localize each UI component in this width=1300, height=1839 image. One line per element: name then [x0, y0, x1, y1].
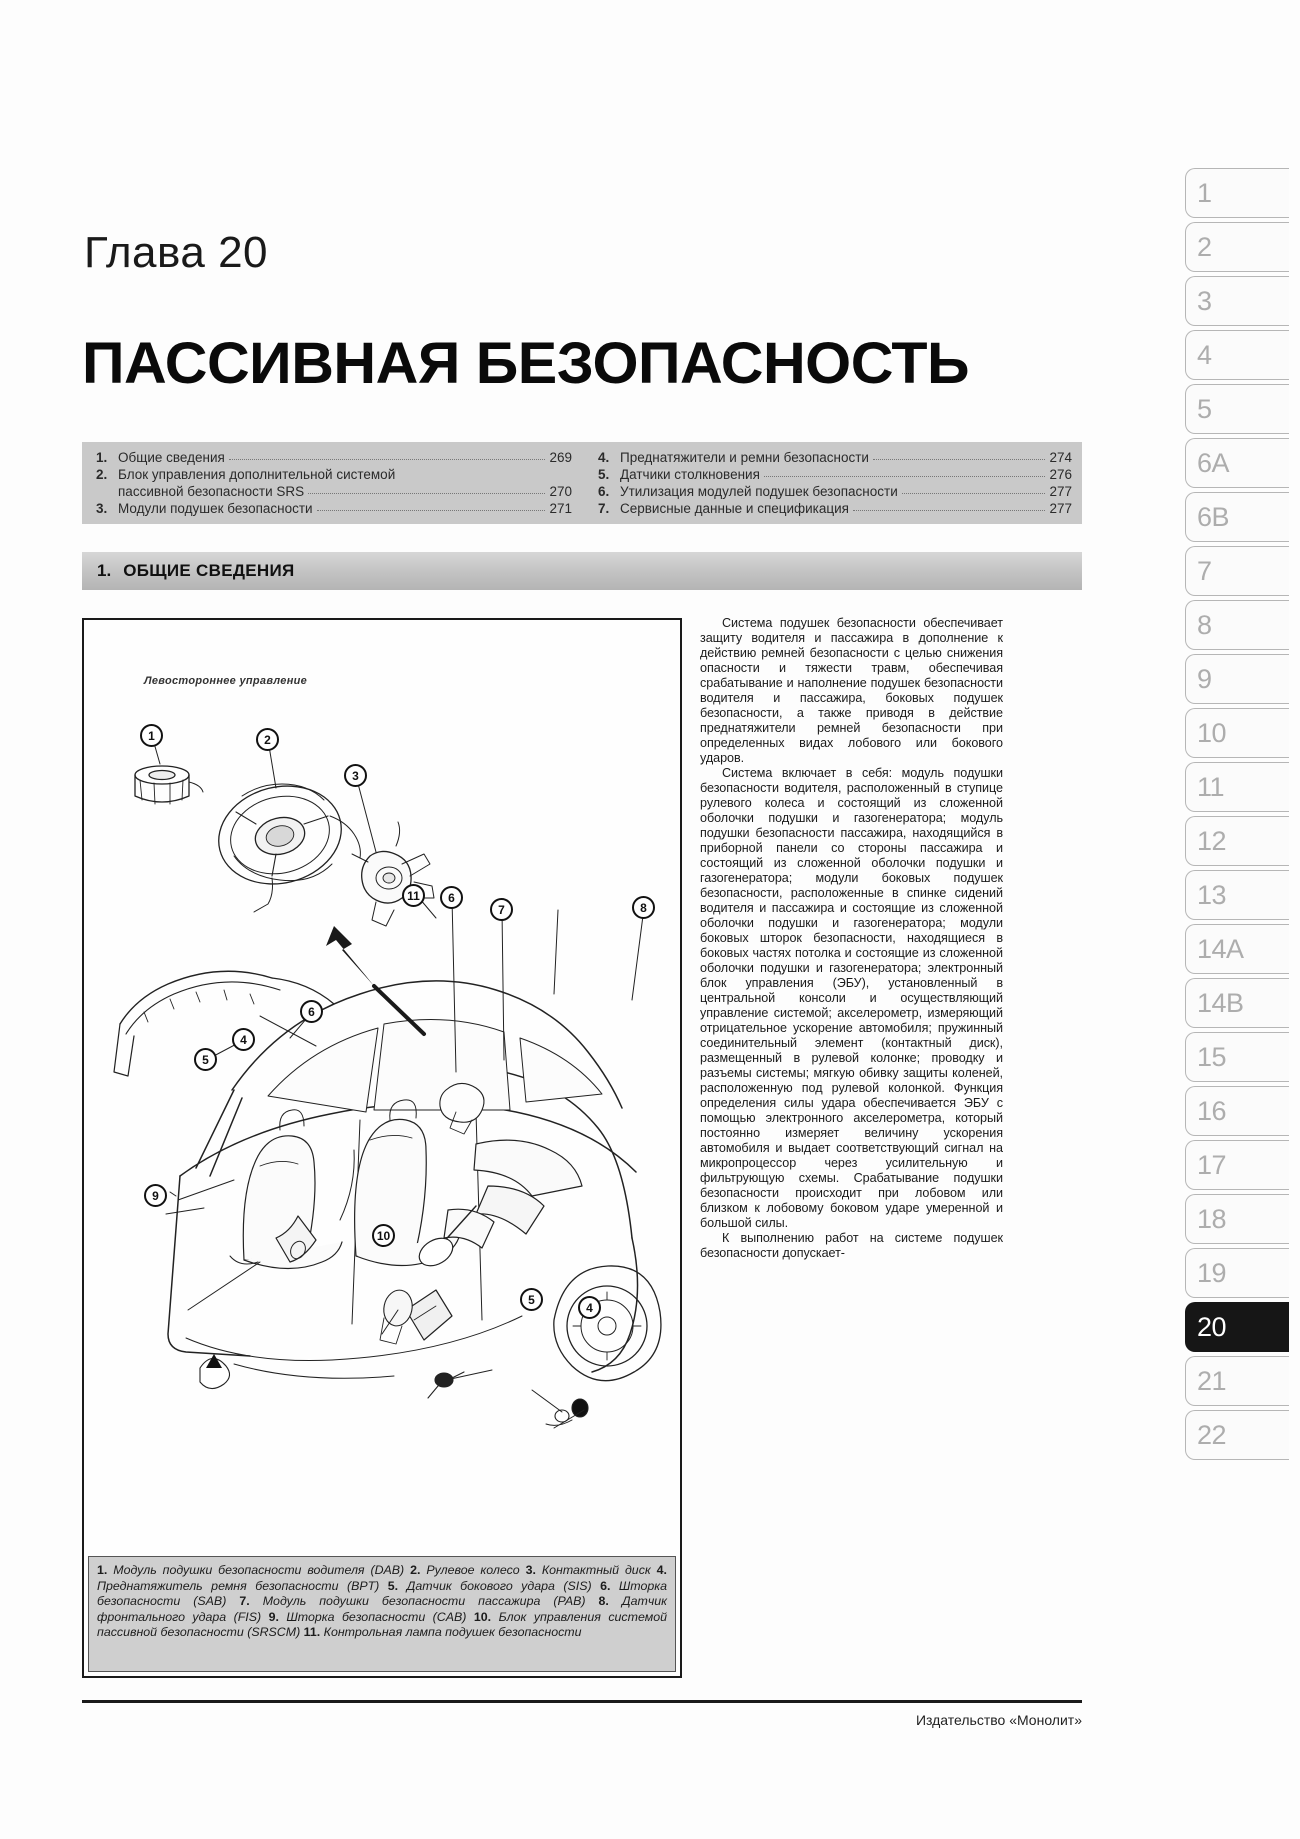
chapter-tab-label: 18	[1197, 1203, 1227, 1234]
toc-entry-number: 2.	[96, 467, 108, 482]
chapter-tab-16[interactable]	[1185, 1086, 1289, 1136]
chapter-tab-label: 7	[1197, 555, 1212, 586]
section-header	[82, 552, 1082, 590]
chapter-tab-label: 21	[1197, 1365, 1227, 1396]
toc-entry-number: 4.	[598, 450, 610, 465]
toc-column-left	[82, 442, 582, 524]
toc-entry-title: пассивной безопасности SRS	[118, 484, 305, 499]
chapter-tab-label: 3	[1197, 285, 1212, 316]
chapter-tab-label: 14A	[1197, 933, 1244, 964]
toc-entry[interactable]	[96, 500, 572, 517]
contact-disc-part	[135, 766, 203, 804]
chapter-tab-label: 16	[1197, 1095, 1227, 1126]
toc-leader-dots	[853, 509, 1045, 511]
body-paragraph-1: Система подушек безопасности обеспечивает защиту водителя и пассажира в дополнение к действию ремней безопасности с целью снижения опасности и тяжести травм, обеспечивая срабатывание и наполнение подушек безопасности водителя и пассажира, боковых подушек безопасности, а также приводя в действие преднатяжители ремней безопасности при определенных видах лобового или бокового ударов.	[700, 616, 1003, 765]
toc-entry-page: 277	[1049, 501, 1072, 516]
clock-spring-assembly-part	[352, 822, 434, 926]
callout-9[interactable]: 9	[144, 1184, 167, 1207]
chapter-tab-11[interactable]	[1185, 762, 1289, 812]
chapter-tab-19[interactable]	[1185, 1248, 1289, 1298]
toc-entry-page: 270	[549, 484, 572, 499]
body-paragraph-3: К выполнению работ на системе подушек безопасности допускает-	[700, 1231, 1003, 1260]
chapter-tab-1[interactable]	[1185, 168, 1289, 218]
toc-entry-number: 3.	[96, 501, 108, 516]
steering-wheel-part	[208, 773, 360, 912]
chapter-tab-label: 6A	[1197, 447, 1230, 478]
chapter-tab-22[interactable]	[1185, 1410, 1289, 1460]
leader-arrow	[326, 926, 374, 986]
chapter-tab-label: 6B	[1197, 501, 1230, 532]
toc-entry-page: 276	[1049, 467, 1072, 482]
chapter-tab-label: 17	[1197, 1149, 1227, 1180]
chapter-tab-13[interactable]	[1185, 870, 1289, 920]
footer-divider	[82, 1700, 1082, 1703]
toc-leader-dots	[764, 475, 1046, 477]
callout-4b[interactable]: 4	[578, 1296, 601, 1319]
callout-7[interactable]: 7	[490, 898, 513, 921]
callout-5a[interactable]: 5	[194, 1048, 217, 1071]
toc-entry[interactable]	[598, 466, 1072, 483]
chapter-tab-label: 20	[1197, 1311, 1227, 1342]
chapter-tab-14A[interactable]	[1185, 924, 1289, 974]
chapter-tab-label: 10	[1197, 717, 1227, 748]
publisher-footer: Издательство «Монолит»	[915, 1712, 1082, 1728]
toc-leader-dots	[873, 458, 1045, 460]
chapter-tab-8[interactable]	[1185, 600, 1289, 650]
chapter-tab-label: 22	[1197, 1419, 1227, 1450]
callout-3[interactable]: 3	[344, 764, 367, 787]
chapter-tab-label: 4	[1197, 339, 1212, 370]
toc-entry-page: 271	[549, 501, 572, 516]
toc-entry[interactable]	[598, 449, 1072, 466]
callout-11[interactable]: 11	[402, 884, 425, 907]
callout-5b[interactable]: 5	[520, 1288, 543, 1311]
callout-6a[interactable]: 6	[440, 886, 463, 909]
toc-entry-page: 277	[1049, 484, 1072, 499]
toc-entry[interactable]	[96, 466, 572, 483]
toc-leader-dots	[902, 492, 1046, 494]
toc-entry[interactable]	[598, 500, 1072, 517]
toc-entry-number: 1.	[96, 450, 108, 465]
callout-4a[interactable]: 4	[232, 1028, 255, 1051]
chapter-tab-9[interactable]	[1185, 654, 1289, 704]
figure-panel	[82, 618, 682, 1678]
body-text-column	[700, 616, 1003, 1261]
chapter-tab-12[interactable]	[1185, 816, 1289, 866]
chapter-tab-label: 11	[1197, 771, 1225, 802]
chapter-tab-10[interactable]	[1185, 708, 1289, 758]
chapter-tab-label: 19	[1197, 1257, 1227, 1288]
callout-2[interactable]: 2	[256, 728, 279, 751]
chapter-tab-6A[interactable]	[1185, 438, 1289, 488]
toc-entry-continuation[interactable]	[96, 483, 572, 500]
chapter-tab-label: 8	[1197, 609, 1212, 640]
chapter-tab-label: 1	[1197, 177, 1212, 208]
toc-leader-dots	[308, 492, 545, 494]
airbag-system-illustration	[84, 620, 680, 1520]
chapter-tab-21[interactable]	[1185, 1356, 1289, 1406]
toc-column-right	[582, 442, 1082, 524]
toc-entry-title: Преднатяжители и ремни безопасности	[620, 450, 869, 465]
toc-entry-title: Блок управления дополнительной системой	[118, 467, 396, 482]
figure-caption: 1. Модуль подушки безопасности водителя (DAB) 2. Рулевое колесо 3. Контактный диск 4. Преднатяжитель ремня безопасности (BPT) 5. Датчик бокового удара (SIS) 6. Шторка безопасности (SAB) 7. Модуль подушки безопасности пассажира (PAB) 8. Датчик фронтального удара (FIS) 9. Шторка безопасности (CAB) 10. Блок управления системой пассивной безопасности (SRSCM) 11. Контрольная лампа подушек безопасности	[88, 1556, 676, 1672]
chapter-tab-label: 12	[1197, 825, 1227, 856]
chapter-tab-label: 2	[1197, 231, 1212, 262]
callout-6b[interactable]: 6	[300, 1000, 323, 1023]
section-number: 1.	[97, 561, 112, 580]
callout-8[interactable]: 8	[632, 896, 655, 919]
chapter-tab-15[interactable]	[1185, 1032, 1289, 1082]
section-title: ОБЩИЕ СВЕДЕНИЯ	[123, 561, 295, 580]
chapter-tab-20[interactable]	[1185, 1302, 1289, 1352]
table-of-contents	[82, 442, 1082, 524]
toc-entry-number: 6.	[598, 484, 610, 499]
chapter-tab-18[interactable]	[1185, 1194, 1289, 1244]
chapter-tab-label: 14B	[1197, 987, 1244, 1018]
floor-lines	[186, 1316, 522, 1378]
toc-entry[interactable]	[96, 449, 572, 466]
toc-entry-title: Общие сведения	[118, 450, 225, 465]
toc-entry[interactable]	[598, 483, 1072, 500]
chapter-tab-label: 15	[1197, 1041, 1227, 1072]
toc-entry-number: 7.	[598, 501, 610, 516]
chapter-tab-7[interactable]	[1185, 546, 1289, 596]
toc-entry-title: Утилизация модулей подушек безопасности	[620, 484, 898, 499]
page-title: ПАССИВНАЯ БЕЗОПАСНОСТЬ	[82, 331, 970, 396]
toc-entry-number: 5.	[598, 467, 610, 482]
chapter-tab-6B[interactable]	[1185, 492, 1289, 542]
impact-sensor-parts	[428, 1372, 588, 1425]
chapter-tab-4[interactable]	[1185, 330, 1289, 380]
dashboard-part	[406, 1140, 582, 1340]
callout-10[interactable]: 10	[372, 1224, 395, 1247]
chapter-tab-strip	[1185, 168, 1289, 1464]
toc-entry-title: Сервисные данные и спецификация	[620, 501, 849, 516]
rocker-marker	[200, 1354, 230, 1389]
toc-leader-dots	[317, 509, 546, 511]
toc-entry-title: Модули подушек безопасности	[118, 501, 313, 516]
chapter-tab-label: 9	[1197, 663, 1212, 694]
toc-entry-page: 269	[549, 450, 572, 465]
body-paragraph-2: Система включает в себя: модуль подушки безопасности водителя, расположенный в ступице рулевого колеса и состоящий из сложенной оболочки подушки и газогенератора; модуль подушки безопасности пассажира, находящийся в приборной панели со стороны пассажира и состоящий из сложенной оболочки подушки и газогенератора; модули боковых подушек безопасности, расположенные в спинке сидений водителя и пассажира и состоящие из сложенной оболочки подушки и газогенератора; модули боковых шторок безопасности, находящиеся в боковых частях потолка и состоящие из сложенной оболочки подушки и газогенератора; электронный блок управления (ЭБУ), установленный в центральной консоли и осуществляющий управление системой; акселерометр, измеряющий отрицательное ускорение автомобиля; пружинный соединительный элемент (контактный диск), размещенный в рулевой колонке; проводку и разъемы системы; мягкую обивку защиты коленей, расположенную под рулевой колонкой. Функция определения силы удара обеспечивается ЭБУ с помощью электронного акселерометра, который постоянно измеряет величину ускорения автомобиля и выдает соответствующий сигнал на микропроцессор через усилительную и фильтрующую схемы. Срабатывание подушки безопасности происходит при лобовом или близком к лобовому боковом ударе умеренной и большой силы.	[700, 766, 1003, 1230]
curtain-airbag-rail-part	[114, 971, 334, 1076]
chapter-tab-17[interactable]	[1185, 1140, 1289, 1190]
chapter-tab-2[interactable]	[1185, 222, 1289, 272]
figure-note-label: Левостороннее управление	[144, 675, 308, 687]
callout-1[interactable]: 1	[140, 724, 163, 747]
toc-entry-page: 274	[1049, 450, 1072, 465]
chapter-tab-14B[interactable]	[1185, 978, 1289, 1028]
chapter-label: Глава 20	[84, 228, 269, 277]
chapter-tab-label: 5	[1197, 393, 1212, 424]
toc-entry-title: Датчики столкновения	[620, 467, 760, 482]
chapter-tab-5[interactable]	[1185, 384, 1289, 434]
chapter-tab-3[interactable]	[1185, 276, 1289, 326]
chapter-tab-label: 13	[1197, 879, 1227, 910]
toc-leader-dots	[229, 458, 546, 460]
